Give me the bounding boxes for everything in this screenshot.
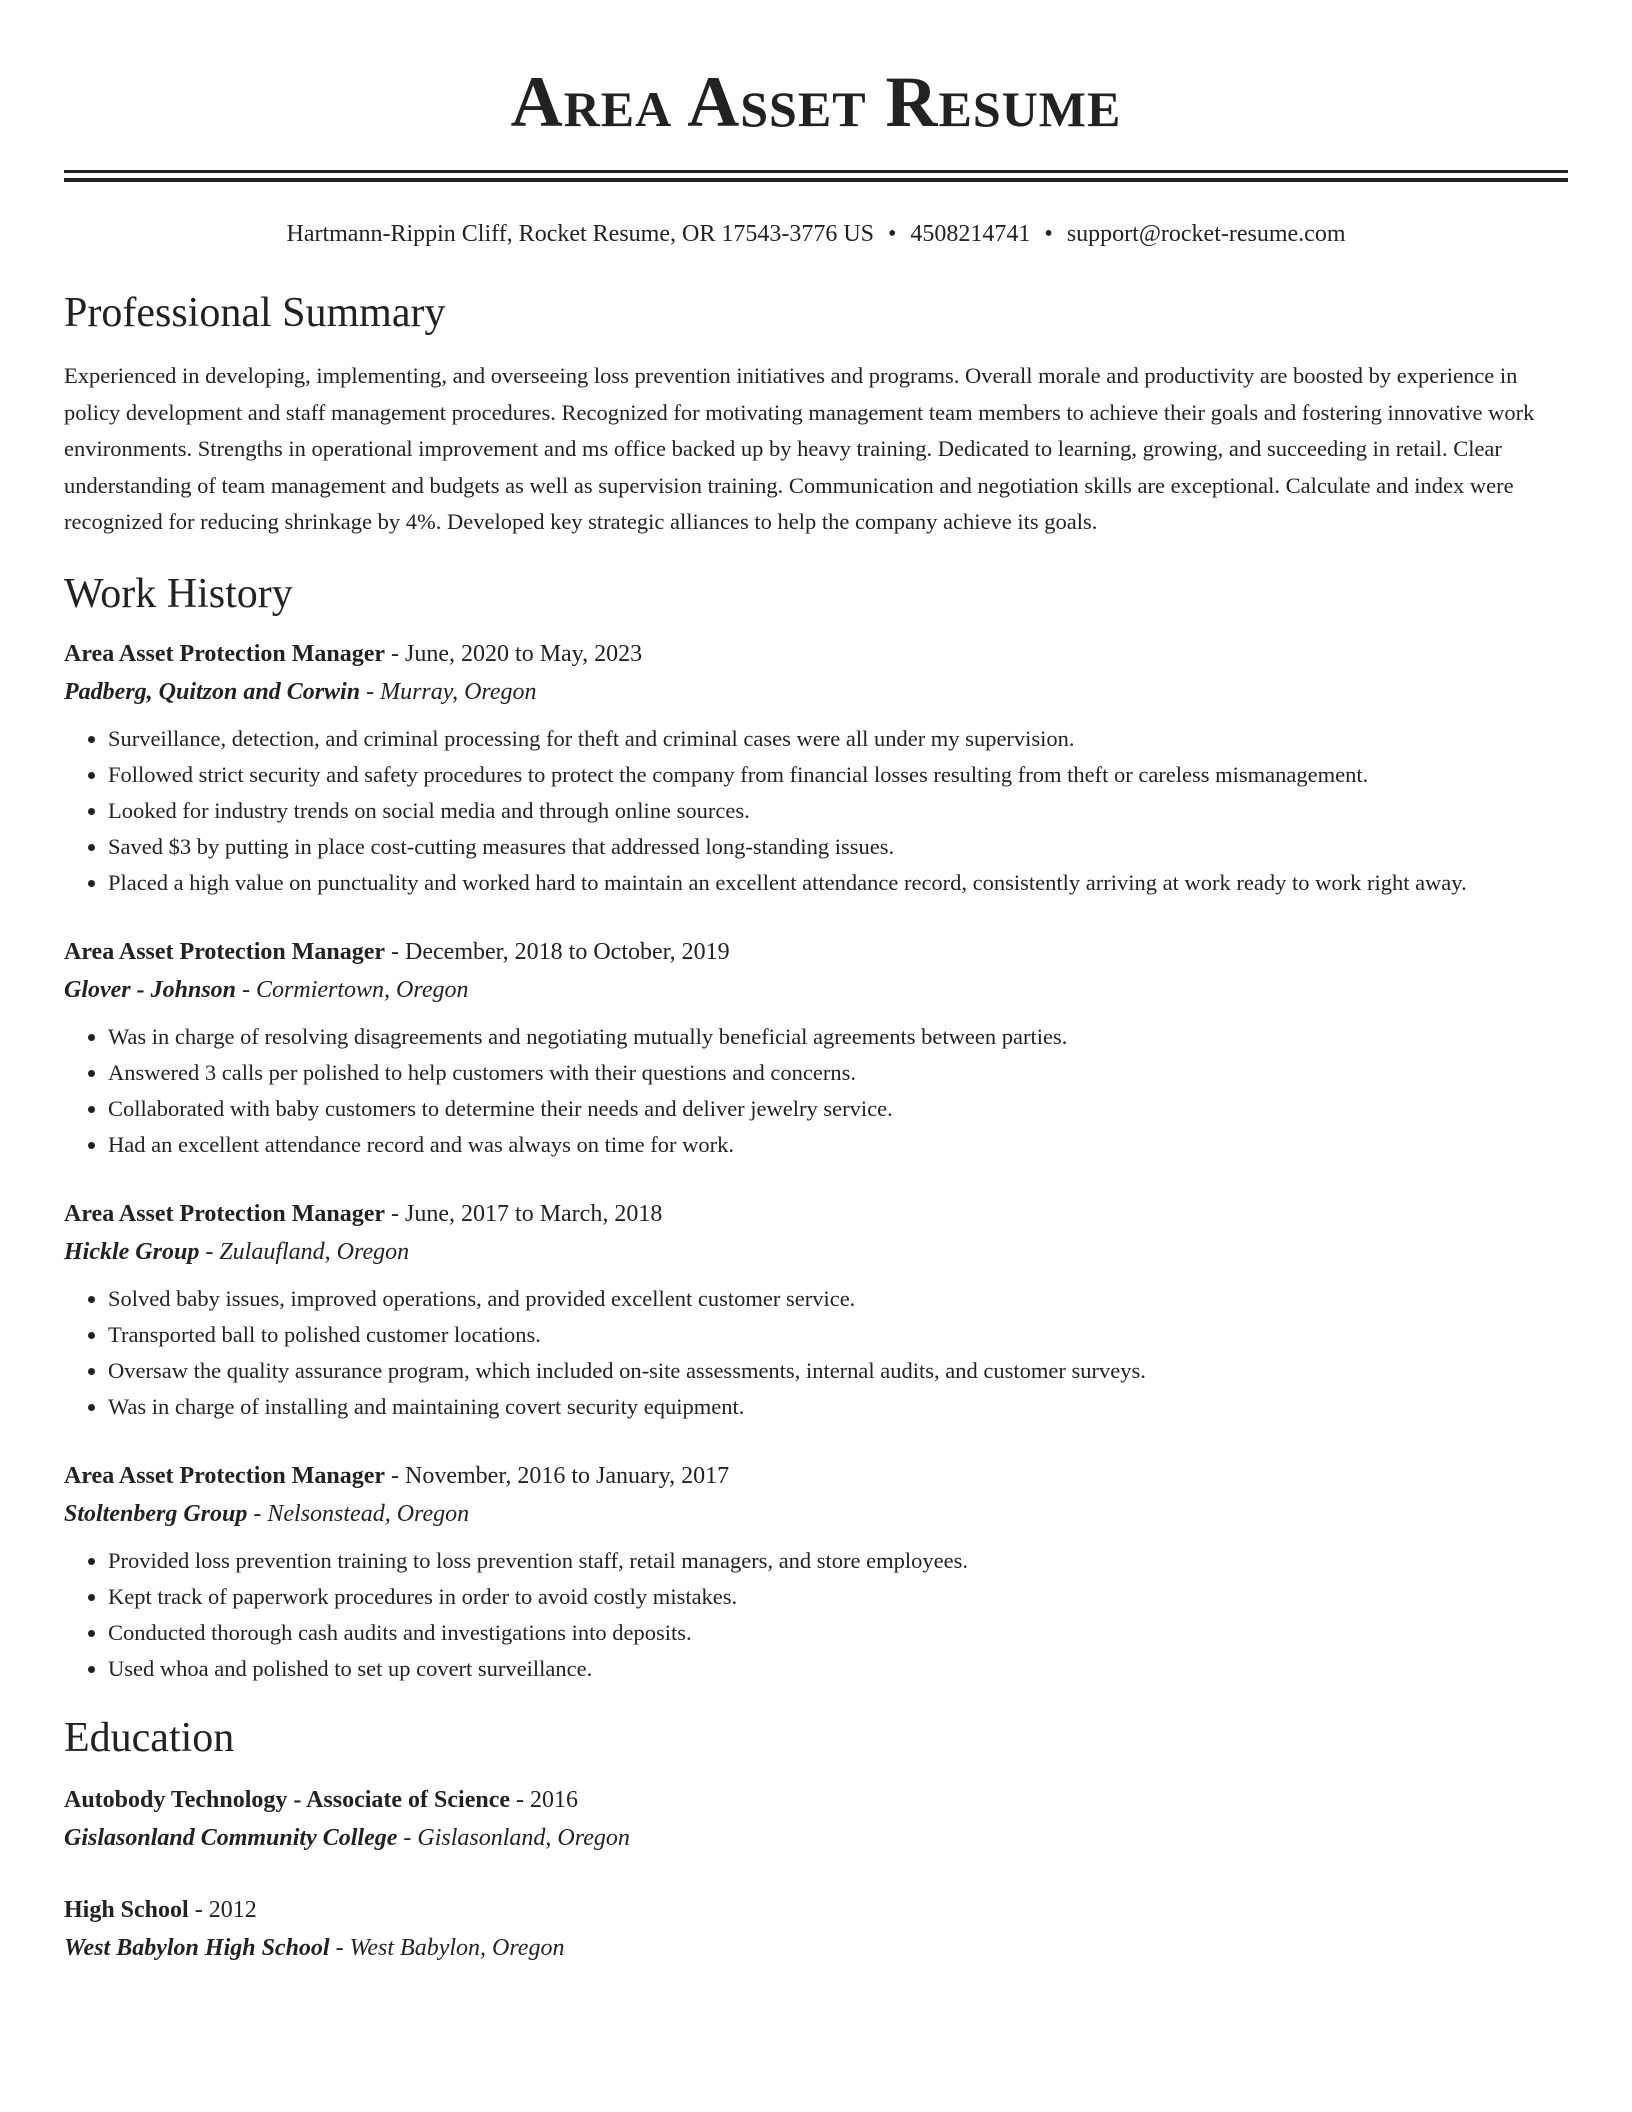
job-location: Murray, Oregon [380,678,537,705]
job-entry [64,933,1568,1163]
job-location: Zulaufland, Oregon [219,1238,410,1265]
education-heading: Education [64,1714,235,1761]
contact-address: Hartmann-Rippin Cliff, Rocket Resume, OR 17543-3776 US [286,221,874,247]
job-company-line [64,971,1568,1009]
contact-separator: • [888,221,897,247]
job-company-line [64,1233,1568,1271]
job-bullet: • Saved $3 by putting in place cost-cutting measures that addressed long-standing issues. [108,829,1568,865]
job-bullet: • Used whoa and polished to set up covert surveillance. [108,1651,1568,1687]
education-degree: High School [64,1896,189,1923]
education-location: West Babylon, Oregon [349,1934,565,1961]
education-entry [64,1891,1568,1967]
dash-separator: - [329,1934,350,1961]
contact-separator: • [1044,221,1053,247]
job-bullet: • Was in charge of installing and maintaining covert security equipment. [108,1389,1568,1425]
education-location: Gislasonland, Oregon [417,1824,630,1851]
job-location: Cormiertown, Oregon [256,976,469,1003]
job-dates: June, 2020 to May, 2023 [405,640,643,667]
job-bullet: • Had an excellent attendance record and was always on time for work. [108,1127,1568,1163]
education-school: West Babylon High School [64,1934,330,1961]
job-bullet: • Kept track of paperwork procedures in order to avoid costly mistakes. [108,1579,1568,1615]
job-company: Hickle Group [64,1238,200,1265]
summary-text: Experienced in developing, implementing, and overseeing loss prevention initiatives and programs. Overall morale and productivity are boosted by experience in policy development and staff management procedures. Recognized for motivating management team members to achieve their goals and fostering innovative work environments. Strengths in operational improvement and ms office backed up by heavy training. Dedicated to learning, growing, and succeeding in retail. Clear understanding of team management and budgets as well as supervision training. Communication and negotiation skills are exceptional. Calculate and index were recognized for reducing shrinkage by 4%. Developed key strategic alliances to help the company achieve its goals. [64,363,1535,534]
job-bullet: • Transported ball to polished customer locations. [108,1317,1568,1353]
job-bullet: • Followed strict security and safety procedures to protect the company from financial losses resulting from theft or careless mismanagement. [108,757,1568,793]
job-company: Stoltenberg Group [64,1500,248,1527]
dash-separator: - [385,640,406,667]
job-title-line [64,635,1568,673]
dash-separator: - [199,1238,220,1265]
job-company: Padberg, Quitzon and Corwin [64,678,361,705]
job-company-line [64,1495,1568,1533]
dash-separator: - [510,1786,531,1813]
job-company: Glover - Johnson [64,976,237,1003]
education-degree-line [64,1891,1568,1929]
job-title-line [64,1195,1568,1233]
summary-heading: Professional Summary [64,290,446,336]
job-bullet: • Was in charge of resolving disagreements and negotiating mutually beneficial agreements between parties. [108,1019,1568,1055]
job-bullets [64,721,1568,901]
work-history-heading: Work History [64,570,293,617]
job-title-line [64,933,1568,971]
job-bullet: • Answered 3 calls per polished to help customers with their questions and concerns. [108,1055,1568,1091]
resume-title: Area Asset Resume [510,62,1122,142]
education-degree-line [64,1781,1568,1819]
job-title: Area Asset Protection Manager [64,1462,386,1489]
dash-separator: - [360,678,381,705]
education-school-line [64,1819,1568,1857]
job-bullets [64,1019,1568,1163]
dash-separator: - [236,976,257,1003]
dash-separator: - [247,1500,268,1527]
job-bullet: • Placed a high value on punctuality and worked hard to maintain an excellent attendance record, consistently arriving at work ready to work right away. [108,865,1568,901]
job-dates: November, 2016 to January, 2017 [405,1462,730,1489]
job-bullet: • Looked for industry trends on social media and through online sources. [108,793,1568,829]
work-history-list [64,635,1568,1687]
education-year: 2012 [208,1896,257,1923]
job-location: Nelsonstead, Oregon [267,1500,470,1527]
dash-separator: - [188,1896,209,1923]
job-bullet: • Oversaw the quality assurance program, which included on-site assessments, internal audits, and customer surveys. [108,1353,1568,1389]
contact-line [64,218,1568,250]
education-school-line [64,1929,1568,1967]
job-dates: December, 2018 to October, 2019 [405,938,730,965]
job-bullet: • Provided loss prevention training to loss prevention staff, retail managers, and store employees. [108,1543,1568,1579]
title-divider [64,170,1568,182]
contact-phone: 4508214741 [910,221,1031,247]
dash-separator: - [385,1462,406,1489]
dash-separator: - [385,1200,406,1227]
job-entry [64,1457,1568,1687]
education-year: 2016 [530,1786,579,1813]
job-title: Area Asset Protection Manager [64,938,386,965]
job-bullet: • Collaborated with baby customers to determine their needs and deliver jewelry service. [108,1091,1568,1127]
job-title: Area Asset Protection Manager [64,640,386,667]
dash-separator: - [397,1824,418,1851]
education-entry [64,1781,1568,1857]
job-company-line [64,673,1568,711]
job-bullet: • Conducted thorough cash audits and investigations into deposits. [108,1615,1568,1651]
job-bullet: • Surveillance, detection, and criminal processing for theft and criminal cases were all under my supervision. [108,721,1568,757]
job-entry [64,635,1568,901]
job-title-line [64,1457,1568,1495]
dash-separator: - [385,938,406,965]
job-bullets [64,1543,1568,1687]
job-dates: June, 2017 to March, 2018 [405,1200,663,1227]
contact-email: support@rocket-resume.com [1066,221,1346,247]
education-school: Gislasonland Community College [64,1824,398,1851]
education-degree: Autobody Technology - Associate of Science [64,1786,511,1813]
job-bullets [64,1281,1568,1425]
job-entry [64,1195,1568,1425]
job-bullet: • Solved baby issues, improved operations, and provided excellent customer service. [108,1281,1568,1317]
job-title: Area Asset Protection Manager [64,1200,386,1227]
